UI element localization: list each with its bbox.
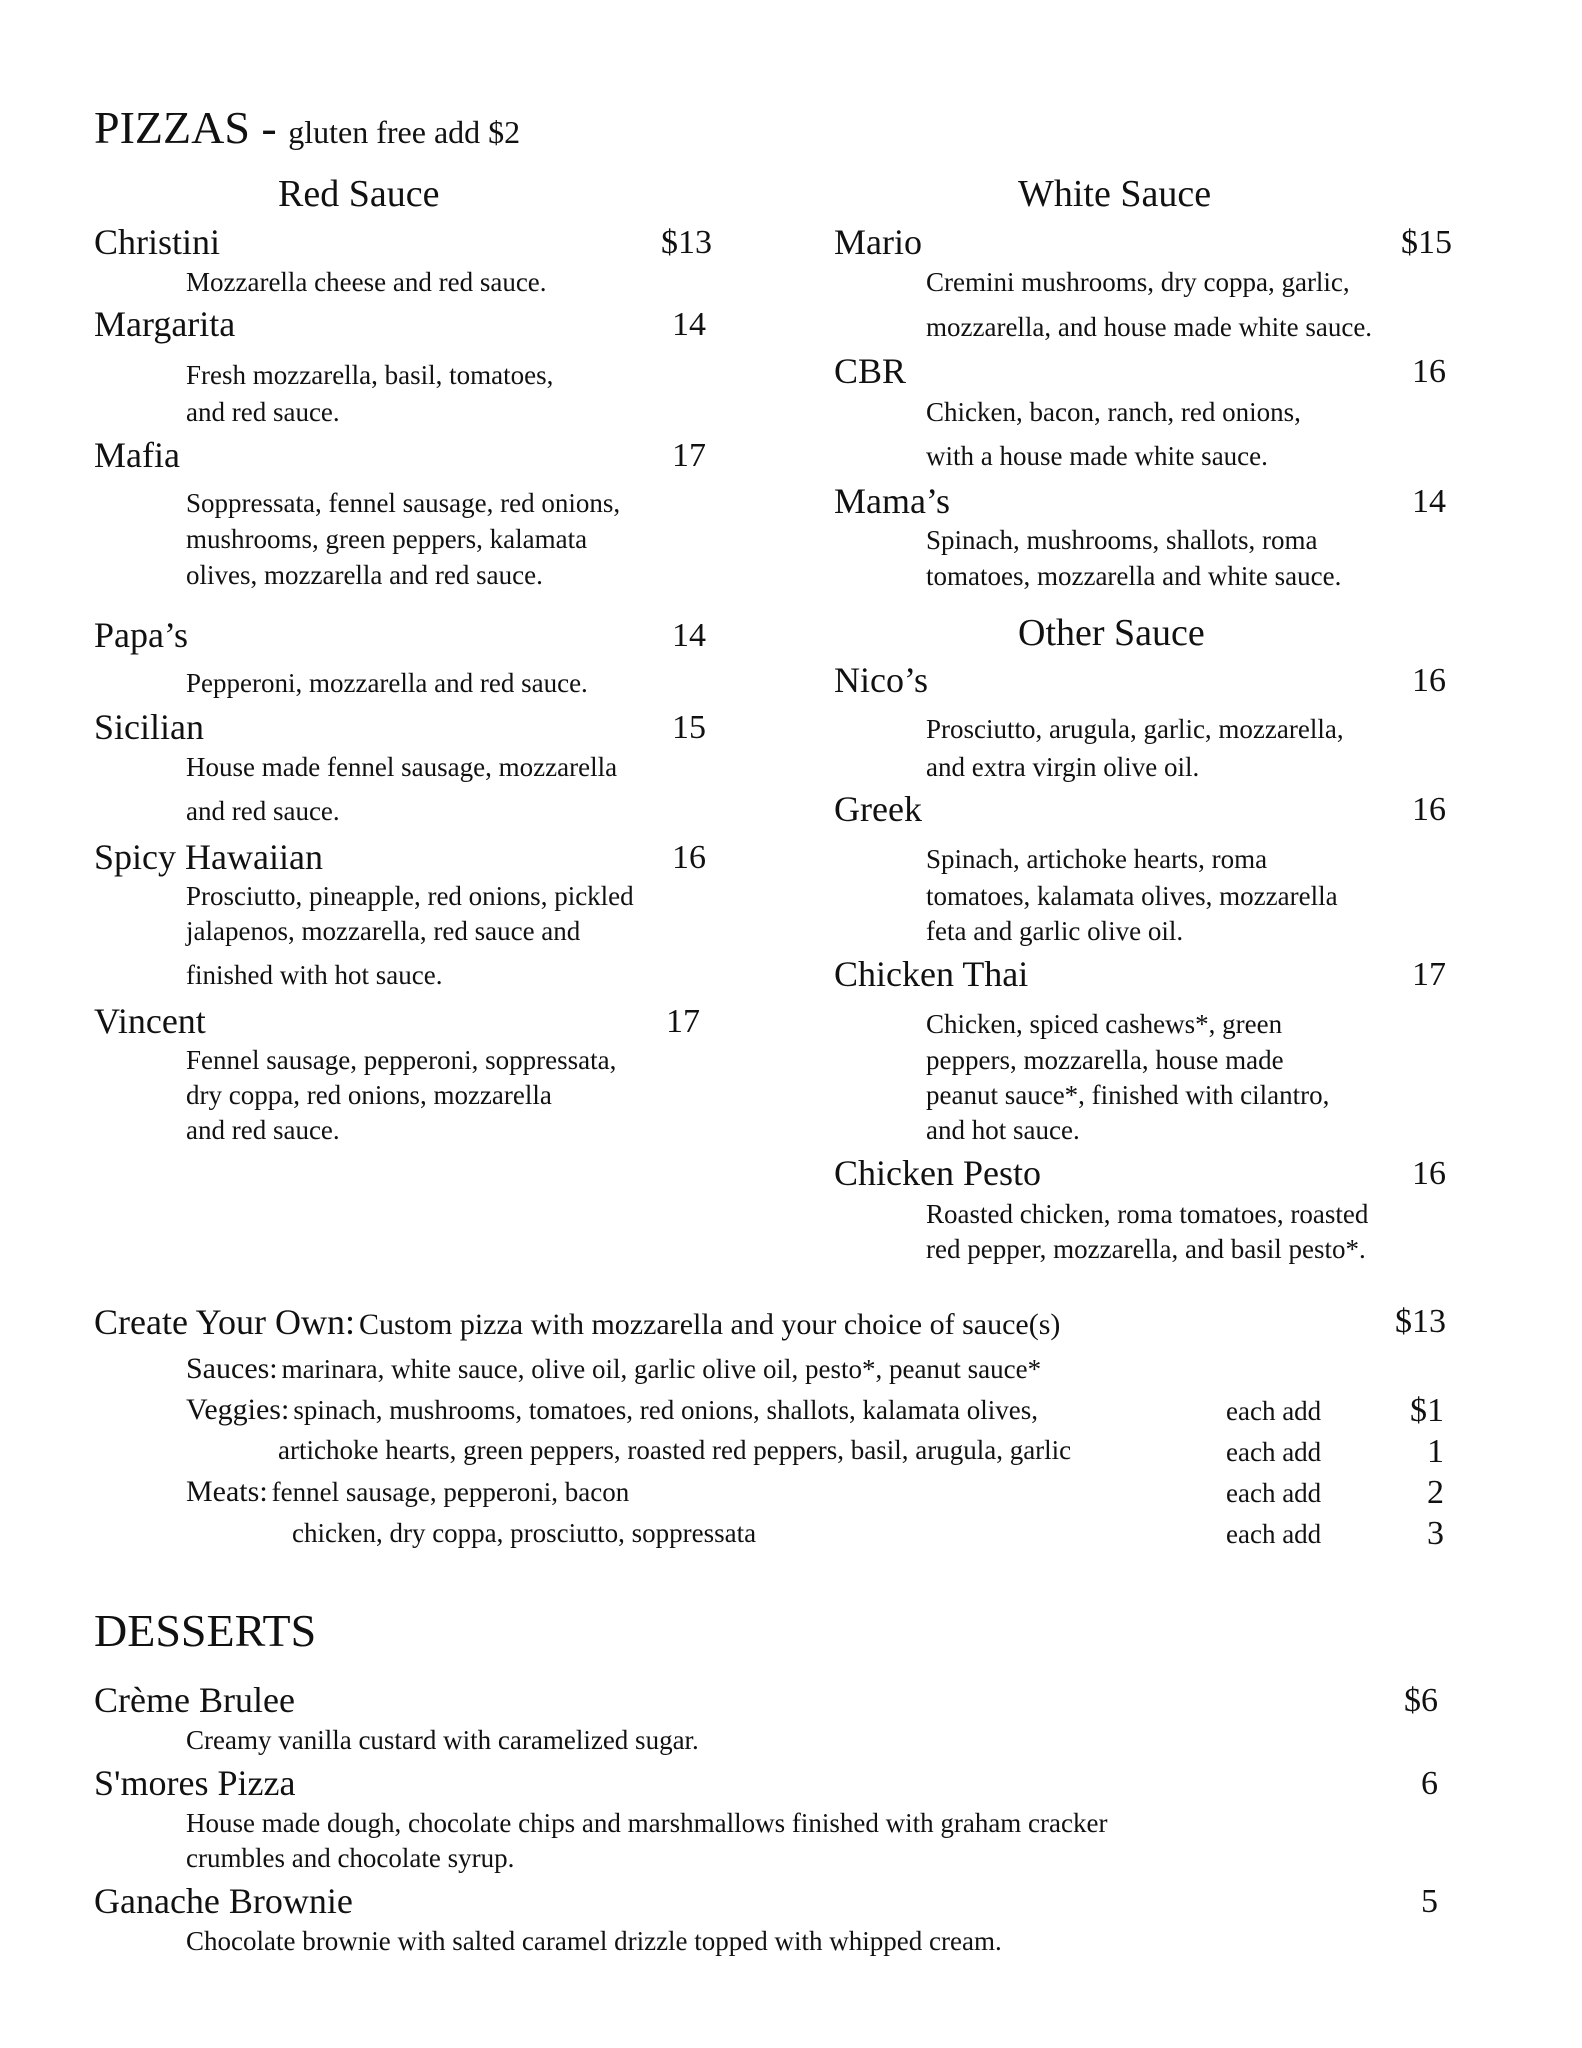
item-name: Sicilian xyxy=(94,707,204,747)
item-price: $13 xyxy=(661,224,712,261)
gluten-free-note: gluten free add $2 xyxy=(288,114,521,150)
item-name: Margarita xyxy=(94,304,236,344)
item-desc: jalapenos, mozzarella, red sauce and xyxy=(186,916,581,946)
item-desc: Prosciutto, arugula, garlic, mozzarella, xyxy=(926,714,1344,744)
item-name: Greek xyxy=(834,789,922,829)
item-price: 15 xyxy=(672,709,706,746)
each-add-label: each add xyxy=(1226,1519,1322,1549)
item-desc: Cremini mushrooms, dry coppa, garlic, xyxy=(926,267,1350,297)
item-desc: and red sauce. xyxy=(186,1115,340,1145)
item-price: 14 xyxy=(1412,483,1446,520)
item-name: Christini xyxy=(94,222,221,262)
meats-options-continued: chicken, dry coppa, prosciutto, soppressata xyxy=(292,1518,757,1548)
item-desc: Pepperoni, mozzarella and red sauce. xyxy=(186,668,588,698)
item-price: $15 xyxy=(1401,224,1452,261)
item-desc: and red sauce. xyxy=(186,796,340,826)
item-desc: feta and garlic olive oil. xyxy=(926,916,1184,946)
item-desc: Prosciutto, pineapple, red onions, pickled xyxy=(186,881,634,911)
item-desc: peppers, mozzarella, house made xyxy=(926,1045,1284,1075)
item-name: Chicken Thai xyxy=(834,954,1029,994)
each-add-label: each add xyxy=(1226,1437,1322,1467)
item-name: Crème Brulee xyxy=(94,1680,295,1720)
item-desc: Fresh mozzarella, basil, tomatoes, xyxy=(186,360,554,390)
item-desc: peanut sauce*, finished with cilantro, xyxy=(926,1080,1330,1110)
item-price: 16 xyxy=(1412,1155,1446,1192)
pizzas-heading xyxy=(94,102,521,153)
item-desc: House made dough, chocolate chips and marshmallows finished with graham cracker xyxy=(186,1808,1108,1838)
item-desc: Creamy vanilla custard with caramelized sugar. xyxy=(186,1725,699,1755)
item-desc: House made fennel sausage, mozzarella xyxy=(186,752,618,782)
addon-price: 3 xyxy=(1427,1515,1444,1552)
sauces-options: marinara, white sauce, olive oil, garlic olive oil, pesto*, peanut sauce* xyxy=(281,1354,1042,1384)
item-name: Papa’s xyxy=(94,615,188,655)
item-name: Vincent xyxy=(94,1001,206,1041)
item-desc: red pepper, mozzarella, and basil pesto*. xyxy=(926,1234,1366,1264)
item-desc: and hot sauce. xyxy=(926,1115,1080,1145)
item-price: 16 xyxy=(672,839,706,876)
item-price: 16 xyxy=(1412,662,1446,699)
create-your-own-price: $13 xyxy=(1395,1303,1446,1340)
meats-label: Meats: xyxy=(186,1475,268,1508)
item-desc: Spinach, mushrooms, shallots, roma xyxy=(926,525,1318,555)
item-desc: and red sauce. xyxy=(186,397,340,427)
item-desc: Chicken, bacon, ranch, red onions, xyxy=(926,397,1301,427)
veggies-options-continued: artichoke hearts, green peppers, roasted red peppers, basil, arugula, garlic xyxy=(278,1435,1072,1465)
item-desc: mushrooms, green peppers, kalamata xyxy=(186,524,588,554)
item-desc: Chicken, spiced cashews*, green xyxy=(926,1009,1283,1039)
create-your-own-desc: Custom pizza with mozzarella and your choice of sauce(s) xyxy=(358,1308,1061,1341)
item-price: 17 xyxy=(1412,956,1446,993)
item-name: Spicy Hawaiian xyxy=(94,837,323,877)
addon-price: 2 xyxy=(1427,1474,1444,1511)
item-desc: Soppressata, fennel sausage, red onions, xyxy=(186,488,621,518)
pizzas-title: PIZZAS - xyxy=(94,102,277,153)
each-add-label: each add xyxy=(1226,1396,1322,1426)
item-desc: dry coppa, red onions, mozzarella xyxy=(186,1080,552,1110)
item-desc: Fennel sausage, pepperoni, soppressata, xyxy=(186,1045,617,1075)
item-desc: olives, mozzarella and red sauce. xyxy=(186,560,543,590)
addon-price: 1 xyxy=(1427,1433,1444,1470)
meats-line xyxy=(186,1475,629,1509)
create-your-own-title: Create Your Own: xyxy=(94,1302,355,1342)
create-your-own-line xyxy=(94,1301,1060,1343)
item-desc: tomatoes, mozzarella and white sauce. xyxy=(926,561,1342,591)
item-price: 17 xyxy=(666,1003,700,1040)
item-desc: mozzarella, and house made white sauce. xyxy=(926,312,1373,342)
sauces-line xyxy=(186,1352,1041,1386)
item-price: 16 xyxy=(1412,791,1446,828)
item-desc: Mozzarella cheese and red sauce. xyxy=(186,267,547,297)
item-name: S'mores Pizza xyxy=(94,1763,296,1803)
each-add-label: each add xyxy=(1226,1478,1322,1508)
sauces-label: Sauces: xyxy=(186,1352,278,1385)
veggies-line xyxy=(186,1393,1038,1427)
item-name: Chicken Pesto xyxy=(834,1153,1041,1193)
meats-options: fennel sausage, pepperoni, bacon xyxy=(271,1477,630,1507)
item-desc: crumbles and chocolate syrup. xyxy=(186,1843,515,1873)
veggies-options: spinach, mushrooms, tomatoes, red onions, shallots, kalamata olives, xyxy=(293,1395,1038,1425)
red-sauce-heading: Red Sauce xyxy=(278,173,440,215)
item-name: Mama’s xyxy=(834,481,950,521)
item-desc: Spinach, artichoke hearts, roma xyxy=(926,844,1268,874)
item-name: Nico’s xyxy=(834,660,928,700)
desserts-title: DESSERTS xyxy=(94,1605,317,1656)
item-desc: tomatoes, kalamata olives, mozzarella xyxy=(926,881,1338,911)
item-desc: finished with hot sauce. xyxy=(186,960,443,990)
item-price: 16 xyxy=(1412,353,1446,390)
other-sauce-heading: Other Sauce xyxy=(1018,612,1205,654)
item-price: 17 xyxy=(672,437,706,474)
item-price: 5 xyxy=(1421,1883,1438,1920)
item-name: Mafia xyxy=(94,435,180,475)
item-price: 6 xyxy=(1421,1765,1438,1802)
item-name: CBR xyxy=(834,351,907,391)
item-name: Ganache Brownie xyxy=(94,1881,353,1921)
white-sauce-heading: White Sauce xyxy=(1018,173,1212,215)
item-desc: Chocolate brownie with salted caramel drizzle topped with whipped cream. xyxy=(186,1926,1002,1956)
item-price: 14 xyxy=(672,617,706,654)
item-desc: Roasted chicken, roma tomatoes, roasted xyxy=(926,1199,1369,1229)
item-desc: and extra virgin olive oil. xyxy=(926,752,1200,782)
item-price: 14 xyxy=(672,306,706,343)
item-desc: with a house made white sauce. xyxy=(926,441,1268,471)
veggies-label: Veggies: xyxy=(186,1393,290,1426)
item-price: $6 xyxy=(1404,1682,1438,1719)
item-name: Mario xyxy=(834,222,922,262)
addon-price: $1 xyxy=(1410,1392,1444,1429)
